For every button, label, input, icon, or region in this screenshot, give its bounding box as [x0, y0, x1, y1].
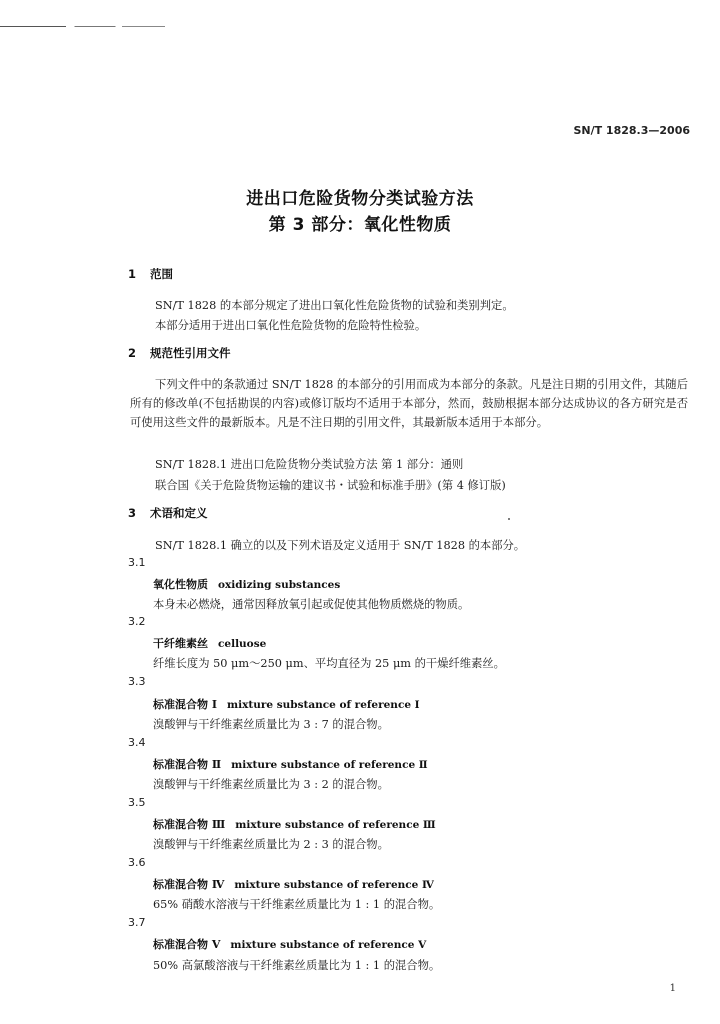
term-definition: 纤维长度为 50 μm～250 μm、平均直径为 25 μm 的干燥纤维素丝。: [153, 657, 505, 670]
term-english: mixture substance of reference Ⅱ: [231, 759, 428, 771]
section-2-heading: [128, 345, 231, 361]
term-english: mixture substance of reference Ⅰ: [226, 699, 420, 711]
section-3-intro: SN/T 1828.1 确立的以及下列术语及定义适用于 SN/T 1828 的本部分。: [155, 539, 526, 552]
term-chinese: 标准混合物 Ⅰ: [153, 698, 217, 711]
term-definition: 本身未必燃烧，通常因释放氧引起或促使其他物质燃烧的物质。: [153, 598, 470, 611]
term-chinese: 氧化性物质: [153, 578, 208, 591]
section-1-paragraph-1: SN/T 1828 的本部分规定了进出口氧化性危险货物的试验和类别判定。: [155, 299, 514, 312]
term-definition: 65% 硝酸水溶液与干纤维素丝质量比为 1 : 1 的混合物。: [153, 898, 441, 911]
term-chinese: 标准混合物 Ⅳ: [153, 878, 225, 891]
section-2-paragraph: [130, 375, 688, 432]
section-3-heading: [128, 505, 208, 521]
clause-number: 3.6: [128, 856, 146, 869]
section-number: 3: [128, 506, 137, 520]
clause-number: 3.1: [128, 556, 146, 569]
term-chinese: 标准混合物 Ⅲ: [153, 818, 226, 831]
term-heading: [153, 876, 434, 892]
section-title: 规范性引用文件: [150, 346, 231, 360]
clause-number: 3.7: [128, 916, 146, 929]
term-heading: [153, 756, 428, 772]
scan-speck: [508, 518, 510, 520]
term-english: oxidizing substances: [218, 579, 341, 591]
document-title: 进出口危险货物分类试验方法: [246, 189, 474, 209]
term-heading: [153, 696, 420, 712]
term-english: mixture substance of reference Ⅴ: [230, 939, 427, 951]
term-definition: 溴酸钾与干纤维素丝质量比为 3 : 7 的混合物。: [153, 718, 389, 731]
section-title: 范围: [150, 267, 173, 281]
term-definition: 溴酸钾与干纤维素丝质量比为 2 : 3 的混合物。: [153, 838, 389, 851]
term-chinese: 标准混合物 Ⅱ: [153, 758, 222, 771]
section-1-paragraph-2: 本部分适用于进出口氧化性危险货物的危险特性检验。: [155, 319, 427, 332]
section-2-paragraph-text: 下列文件中的条款通过 SN/T 1828 的本部分的引用而成为本部分的条款。凡是注日期的引用文件，其随后所有的修改单(不包括勘误的内容)或修订版均不适用于本部分，然而，鼓励根据本部分达成协议的各方研究是否可使用这些文件的最新版本。凡是不注日期的引用文件，其最新版本适用于本部分。: [130, 378, 688, 429]
standard-code: SN/T 1828.3—2006: [573, 124, 690, 137]
term-definition: 溴酸钾与干纤维素丝质量比为 3 : 2 的混合物。: [153, 778, 389, 791]
term-chinese: 干纤维素丝: [153, 637, 208, 650]
section-number: 1: [128, 267, 137, 281]
term-definition: 50% 高氯酸溶液与干纤维素丝质量比为 1 : 1 的混合物。: [153, 959, 441, 972]
reference-item-2: 联合国《关于危险货物运输的建议书・试验和标准手册》(第 4 修订版): [155, 479, 506, 492]
document-subtitle: 第 3 部分：氧化性物质: [268, 215, 452, 235]
term-heading: [153, 816, 436, 832]
term-english: mixture substance of reference Ⅲ: [235, 819, 436, 831]
section-number: 2: [128, 346, 137, 360]
clause-number: 3.3: [128, 675, 146, 688]
term-chinese: 标准混合物 Ⅴ: [153, 938, 221, 951]
term-heading: [153, 635, 266, 651]
page-number: 1: [669, 983, 676, 994]
section-title: 术语和定义: [150, 506, 208, 520]
scan-artifact-line: [0, 26, 165, 27]
term-english: celluose: [218, 638, 267, 650]
reference-item-1: SN/T 1828.1 进出口危险货物分类试验方法 第 1 部分：通则: [155, 458, 464, 471]
term-heading: [153, 936, 426, 952]
section-1-heading: [128, 266, 173, 282]
clause-number: 3.4: [128, 736, 146, 749]
clause-number: 3.2: [128, 615, 146, 628]
term-heading: [153, 576, 340, 592]
clause-number: 3.5: [128, 796, 146, 809]
term-english: mixture substance of reference Ⅳ: [234, 879, 434, 891]
